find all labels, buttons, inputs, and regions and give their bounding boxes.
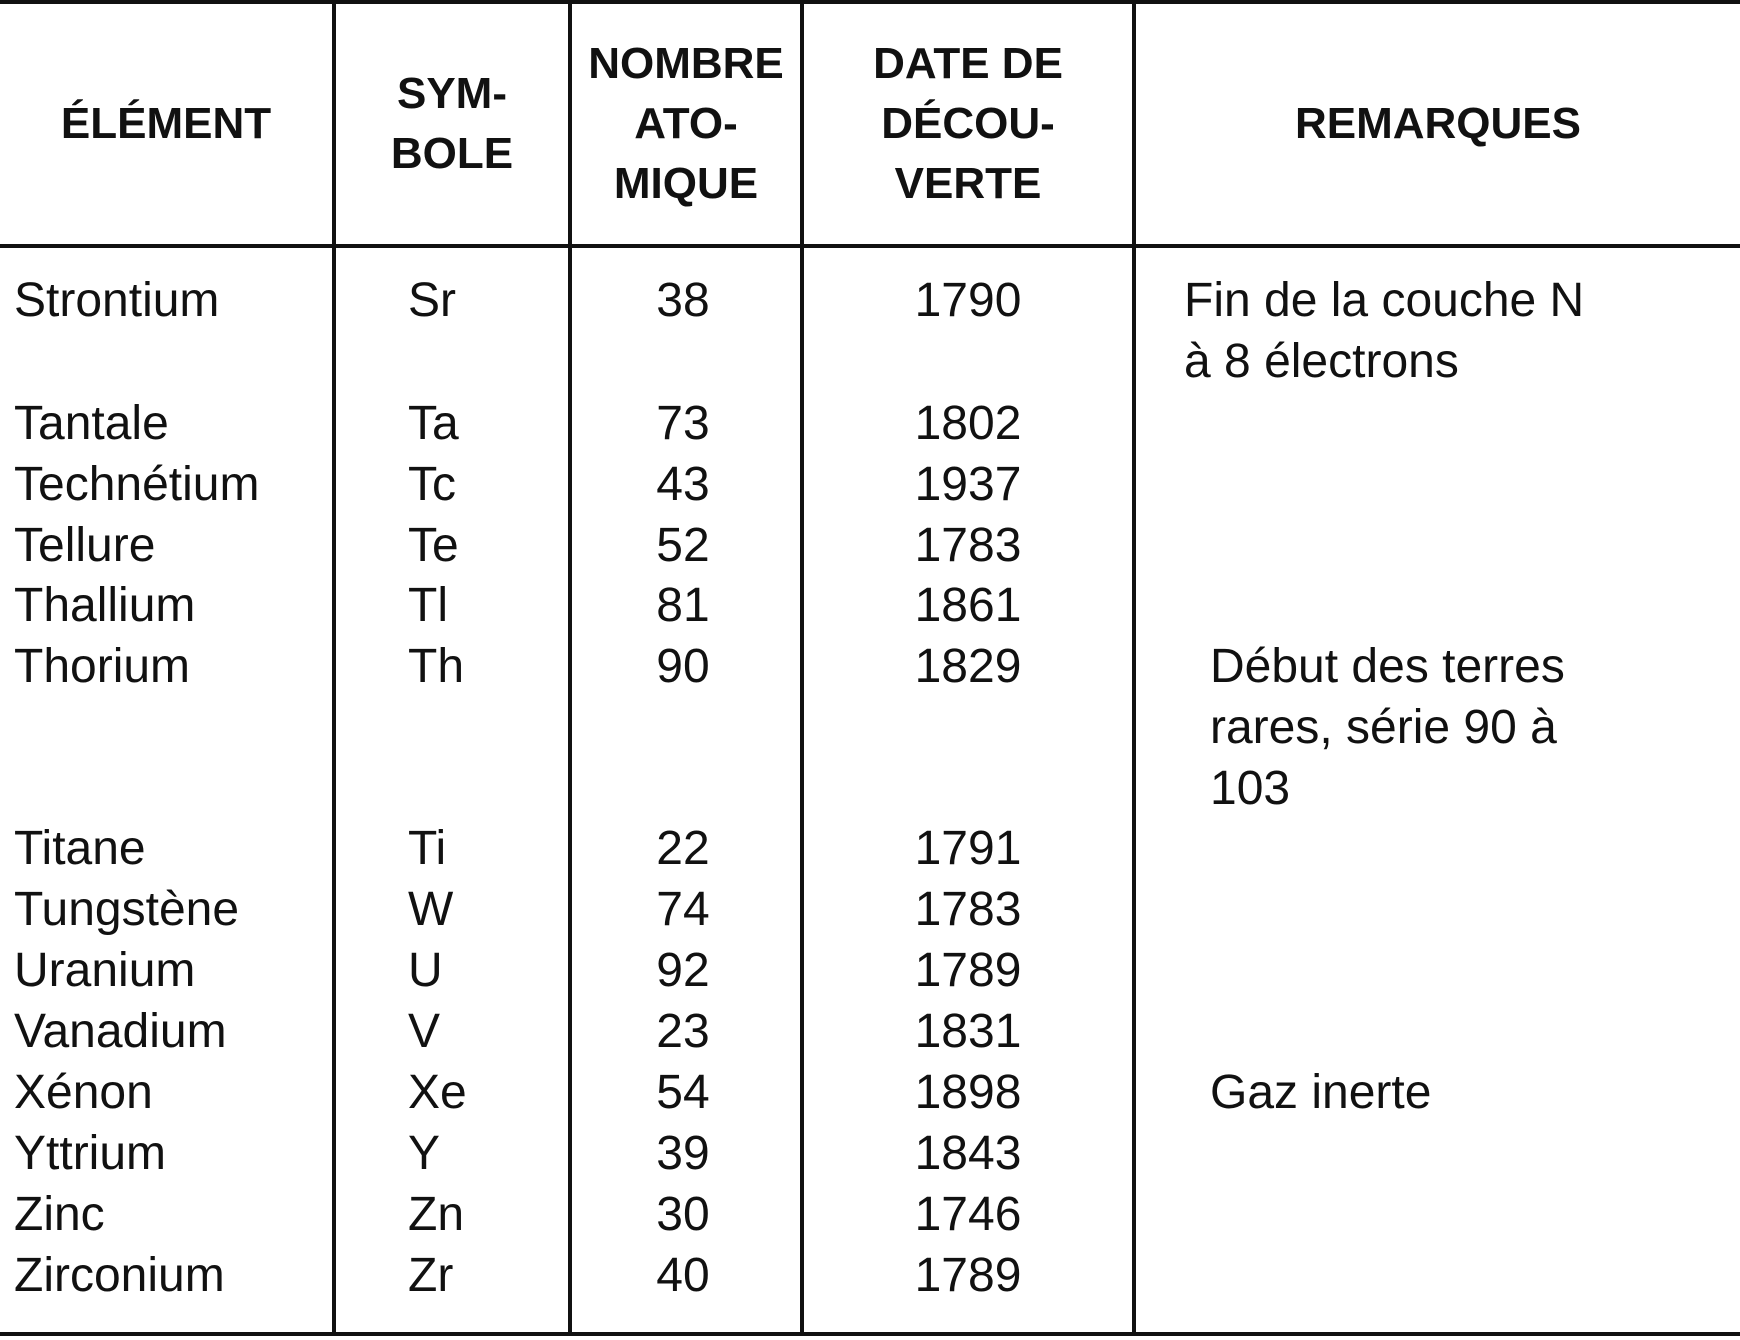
element-symbol: Sr xyxy=(408,274,456,327)
table-row xyxy=(0,818,1740,879)
atomic-number: 81 xyxy=(656,579,710,632)
table-row xyxy=(0,454,1740,515)
element-name: Tungstène xyxy=(14,883,240,936)
element-name: Xénon xyxy=(14,1066,153,1119)
element-name: Tellure xyxy=(14,519,156,572)
discovery-date: 1802 xyxy=(914,397,1022,450)
table-row xyxy=(0,1062,1740,1123)
element-symbol: Y xyxy=(408,1127,441,1180)
table-row xyxy=(0,1123,1740,1184)
table-row xyxy=(0,1245,1740,1306)
atomic-number: 54 xyxy=(656,1066,710,1119)
header-discovery-date: DATE DE DÉCOU- VERTE xyxy=(873,39,1063,208)
element-name: Technétium xyxy=(14,458,260,511)
remark-text: Gaz inerte xyxy=(1210,1066,1432,1119)
atomic-number: 39 xyxy=(656,1127,710,1180)
header-element: ÉLÉMENT xyxy=(60,99,272,148)
table-row xyxy=(0,515,1740,576)
discovery-date: 1783 xyxy=(914,883,1022,936)
element-symbol: Xe xyxy=(408,1066,467,1119)
atomic-number: 73 xyxy=(656,397,710,450)
discovery-date: 1791 xyxy=(914,822,1022,875)
atomic-number: 74 xyxy=(656,883,710,936)
atomic-number: 30 xyxy=(656,1188,710,1241)
table-row xyxy=(0,1184,1740,1245)
element-name: Zirconium xyxy=(14,1249,225,1302)
discovery-date: 1789 xyxy=(914,944,1022,997)
bottom-rule xyxy=(0,1332,1740,1336)
atomic-number: 92 xyxy=(656,944,710,997)
element-symbol: Zr xyxy=(408,1249,454,1302)
atomic-number: 43 xyxy=(656,458,710,511)
table-row xyxy=(0,1001,1740,1062)
discovery-date: 1783 xyxy=(914,519,1022,572)
header-atomic-number: NOMBRE ATO- MIQUE xyxy=(588,39,784,208)
element-name: Zinc xyxy=(14,1188,105,1241)
element-symbol: Zn xyxy=(408,1188,465,1241)
element-name: Strontium xyxy=(14,274,220,327)
table-row xyxy=(0,393,1740,454)
atomic-number: 23 xyxy=(656,1005,710,1058)
discovery-date: 1898 xyxy=(914,1066,1022,1119)
element-symbol: Tc xyxy=(408,458,456,511)
atomic-number: 22 xyxy=(656,822,710,875)
element-symbol: W xyxy=(408,883,454,936)
element-name: Thallium xyxy=(14,579,196,632)
discovery-date: 1937 xyxy=(914,458,1022,511)
element-name: Uranium xyxy=(14,944,196,997)
atomic-number: 40 xyxy=(656,1249,710,1302)
header-rule xyxy=(0,244,1740,248)
discovery-date: 1789 xyxy=(914,1249,1022,1302)
table-row xyxy=(0,940,1740,1001)
element-symbol: V xyxy=(408,1005,441,1058)
element-name: Thorium xyxy=(14,640,191,693)
element-symbol: U xyxy=(408,944,443,997)
table-row xyxy=(0,575,1740,636)
discovery-date: 1829 xyxy=(914,640,1022,693)
element-symbol: Th xyxy=(408,640,465,693)
atomic-number: 52 xyxy=(656,519,710,572)
discovery-date: 1843 xyxy=(914,1127,1022,1180)
element-name: Titane xyxy=(14,822,146,875)
table-row xyxy=(0,879,1740,940)
element-symbol: Te xyxy=(408,519,459,572)
header-symbol: SYM- BOLE xyxy=(390,69,514,178)
discovery-date: 1861 xyxy=(914,579,1022,632)
element-name: Vanadium xyxy=(14,1005,227,1058)
element-name: Tantale xyxy=(14,397,169,450)
element-symbol: Ta xyxy=(408,397,459,450)
discovery-date: 1831 xyxy=(914,1005,1022,1058)
atomic-number: 90 xyxy=(656,640,710,693)
element-symbol: Tl xyxy=(408,579,448,632)
discovery-date: 1790 xyxy=(914,274,1022,327)
discovery-date: 1746 xyxy=(914,1188,1022,1241)
header-remarks: REMARQUES xyxy=(1294,99,1582,148)
remark-text: Début des terres rares, série 90 à 103 xyxy=(1210,640,1565,815)
atomic-number: 38 xyxy=(656,274,710,327)
remark-text: Fin de la couche N à 8 électrons xyxy=(1184,274,1585,388)
element-symbol: Ti xyxy=(408,822,447,875)
element-name: Yttrium xyxy=(14,1127,167,1180)
